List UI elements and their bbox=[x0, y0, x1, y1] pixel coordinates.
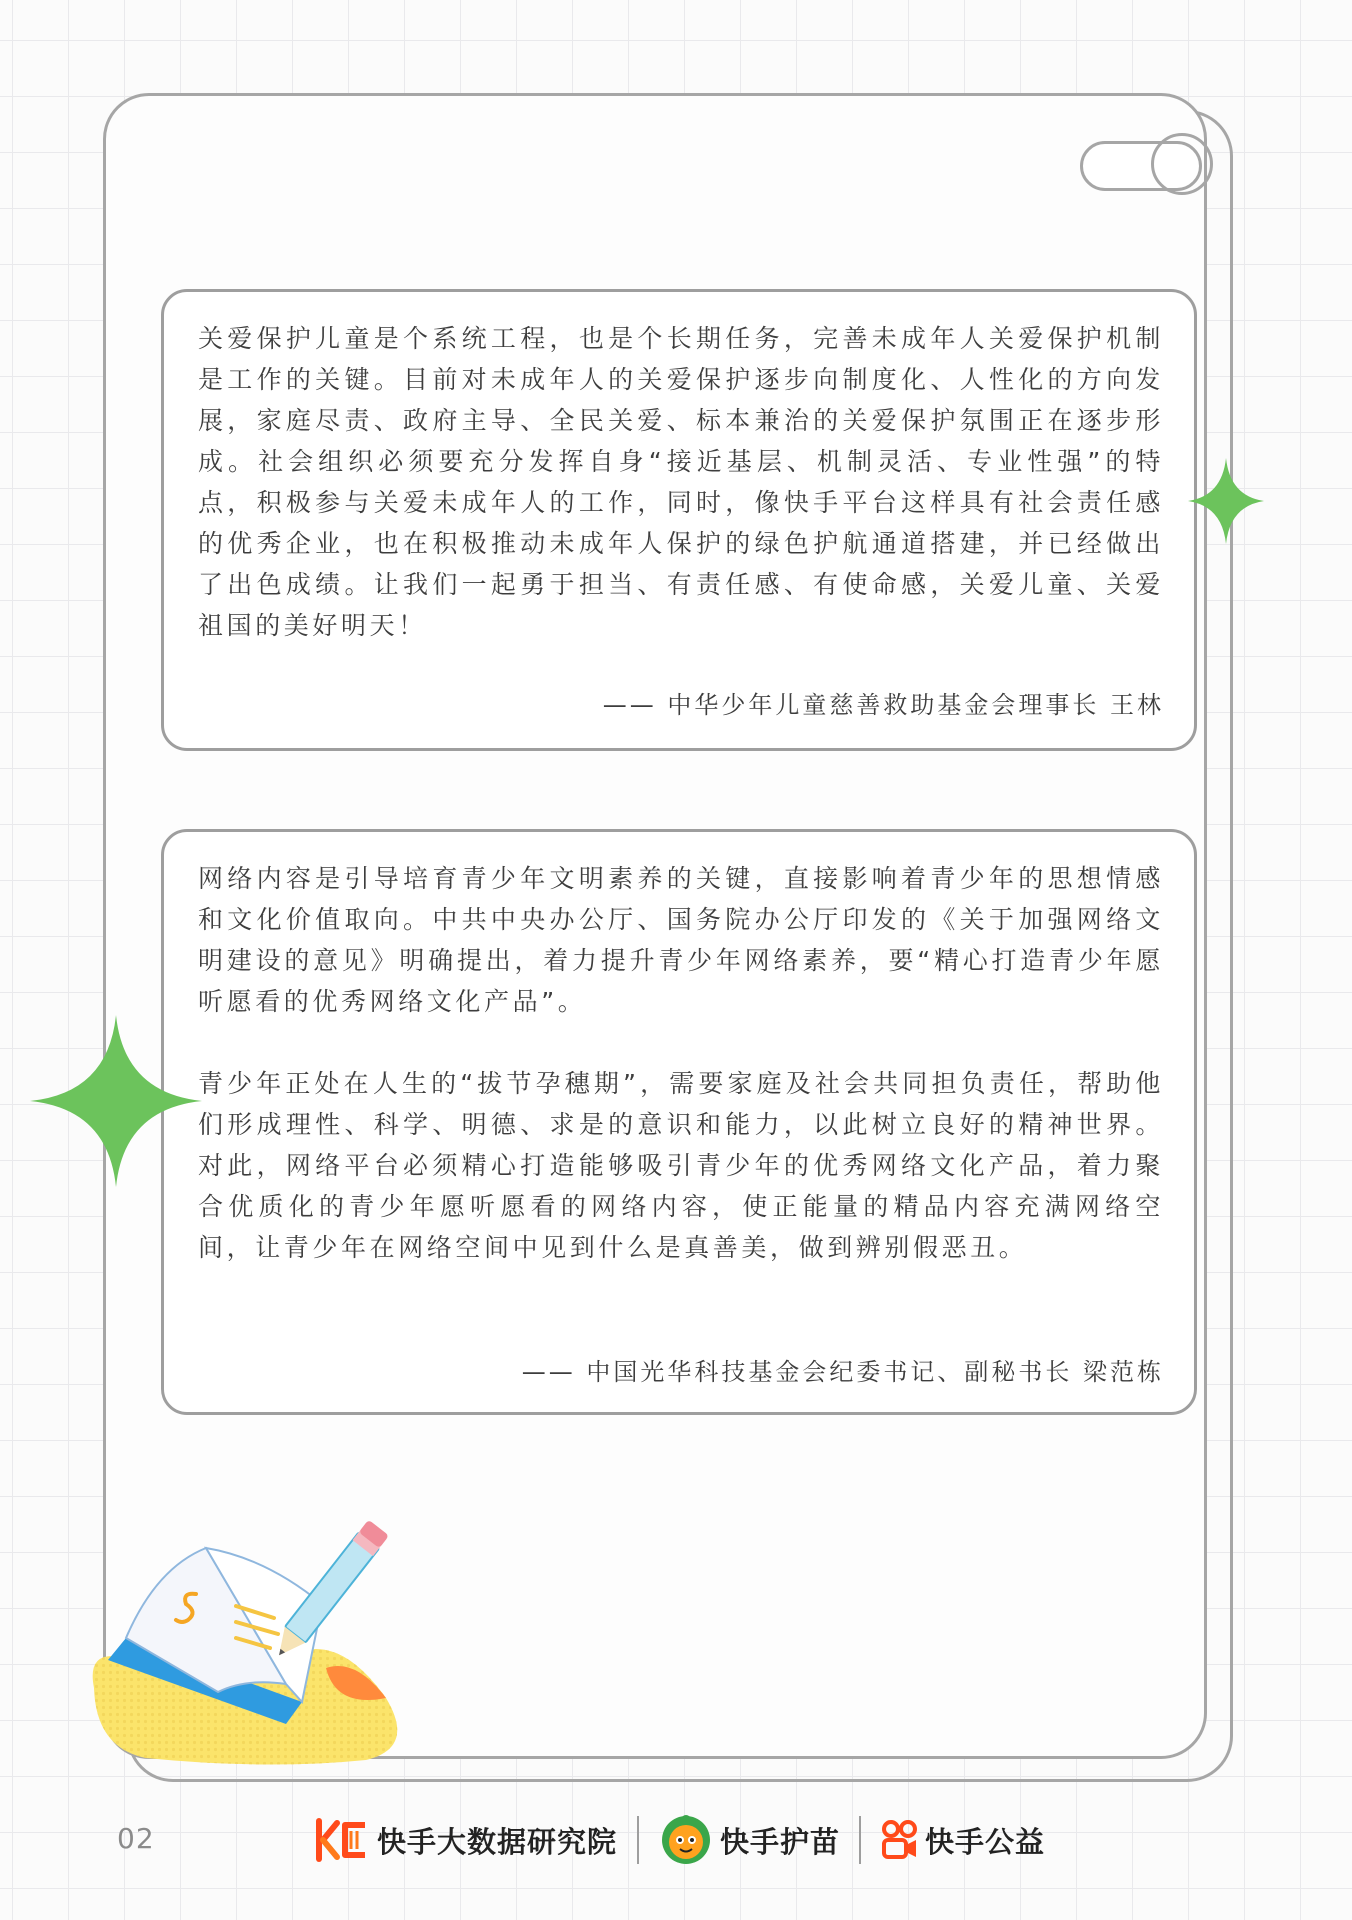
footer-divider bbox=[859, 1816, 861, 1864]
kuaishou-kc-logo-icon bbox=[313, 1817, 371, 1863]
quote-paragraph: 网络内容是引导培育青少年文明素养的关键，直接影响着青少年的思想情感和文化价值取向。中共中央办公厅、国务院办公厅印发的《关于加强网络文明建设的意见》明确提出，着力提升青少年网络素养，要“精心打造青少年愿听愿看的优秀网络文化产品”。 bbox=[198, 864, 1164, 1016]
logo-label: 快手护苗 bbox=[720, 1824, 841, 1859]
footer-logo-gongyi bbox=[881, 1812, 1045, 1868]
quote-card-wang-lin bbox=[161, 289, 1197, 751]
kuaishou-camera-logo-icon bbox=[881, 1820, 919, 1860]
sparkle-star-icon bbox=[30, 1015, 202, 1187]
quote-attribution: —— 中国光华科技基金会纪委书记、副秘书长 梁范栋 bbox=[521, 1358, 1164, 1386]
footer-divider bbox=[637, 1816, 639, 1864]
quote-attribution: —— 中华少年儿童慈善救助基金会理事长 王林 bbox=[602, 691, 1164, 719]
footer-logo-huamiao bbox=[660, 1812, 840, 1868]
logo-label: 快手大数据研究院 bbox=[377, 1824, 618, 1859]
logo-label: 快手公益 bbox=[925, 1824, 1046, 1859]
quote-paragraph: 青少年正处在人生的“拔节孕穗期”，需要家庭及社会共同担负责任，帮助他们形成理性、科学、明德、求是的意识和能力，以此树立良好的精神世界。对此，网络平台必须精心打造能够吸引青少年的优秀网络文化产品，着力聚合优质化的青少年愿听愿看的网络内容，使正能量的精品内容充满网络空间，让青少年在网络空间中见到什么是真善美，做到辨别假恶丑。 bbox=[198, 1069, 1164, 1262]
quote-paragraph: 关爱保护儿童是个系统工程，也是个长期任务，完善未成年人关爱保护机制是工作的关键。目前对未成年人的关爱保护逐步向制度化、人性化的方向发展，家庭尽责、政府主导、全民关爱、标本兼治的关爱保护氛围正在逐步形成。社会组织必须要充分发挥自身“接近基层、机制灵活、专业性强”的特点，积极参与关爱未成年人的工作，同时，像快手平台这样具有社会责任感的优秀企业，也在积极推动未成年人保护的绿色护航通道搭建，并已经做出了出色成绩。让我们一起勇于担当、有责任感、有使命感，关爱儿童、关爱祖国的美好明天！ bbox=[198, 324, 1164, 640]
device-camera-ring bbox=[1151, 133, 1213, 195]
huamiao-mascot-icon bbox=[660, 1814, 712, 1866]
page-number: 02 bbox=[117, 1822, 155, 1855]
footer-logo-research-institute bbox=[313, 1812, 617, 1868]
sparkle-star-icon bbox=[1188, 458, 1264, 544]
book-pencil-illustration bbox=[86, 1508, 426, 1768]
quote-card-liang-fandong bbox=[161, 829, 1197, 1415]
